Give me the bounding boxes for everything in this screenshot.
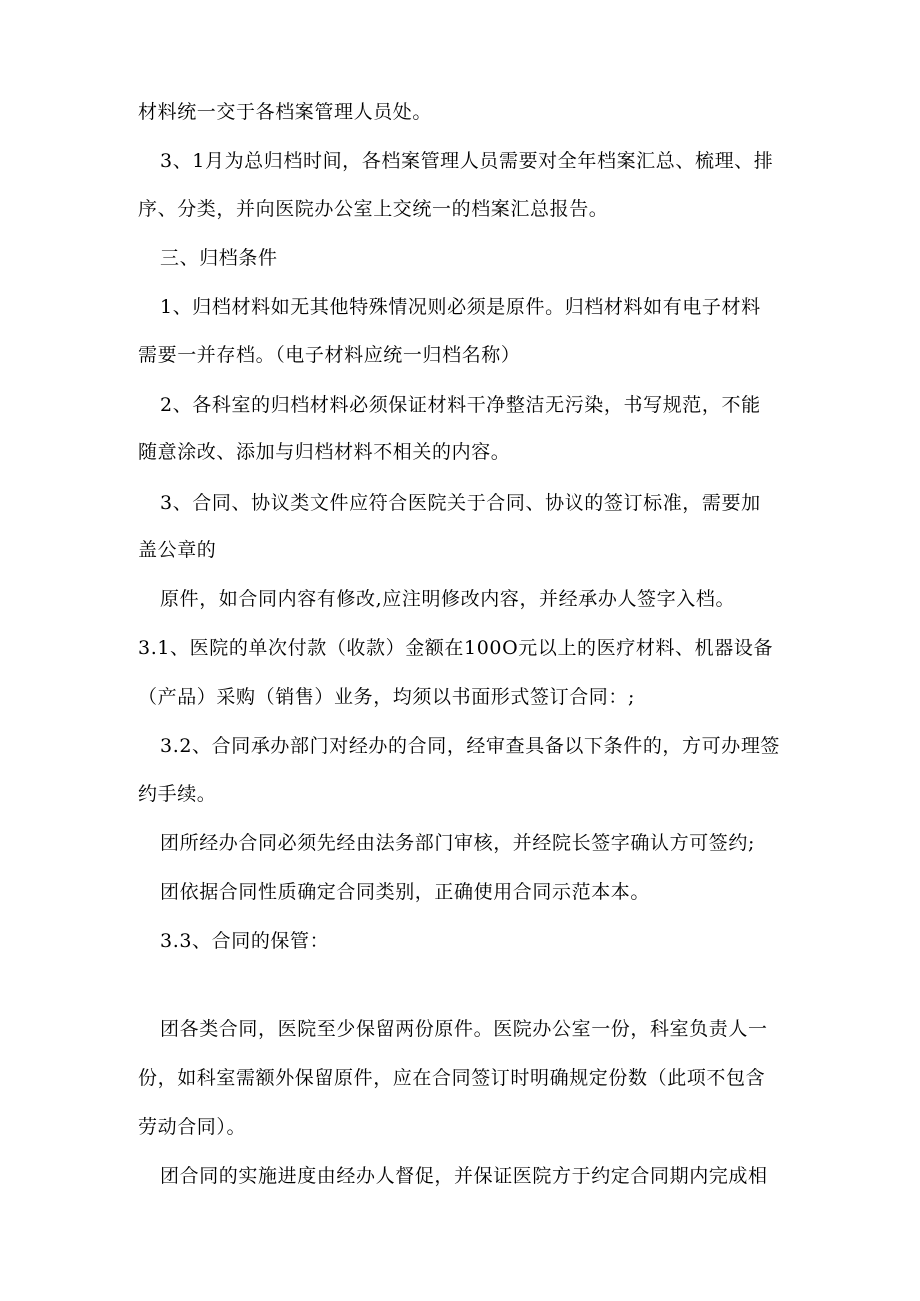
text-line: 3.3、合同的保管： [160,930,330,952]
text-line: 份，如科室需额外保留原件，应在合同签订时明确规定份数（此项不包含 [138,1067,766,1089]
text-line: 1、归档材料如无其他特殊情况则必须是原件。归档材料如有电子材料 [160,296,761,318]
text-line: 盖公章的 [138,539,217,561]
text-line: 团各类合同，医院至少保留两份原件。医院办公室一份，科室负责人一 [160,1018,768,1040]
text-line: （产品）采购（销售）业务，均须以书面形式签订合同：; [138,686,636,708]
text-line: 团所经办合同必须先经由法务部门审核，并经院长签字确认方可签约; [160,832,756,854]
text-line: 劳动合同）。 [138,1116,247,1138]
text-line: 材料统一交于各档案管理人员处。 [138,101,433,123]
text-line: 序、分类，并向医院办公室上交统一的档案汇总报告。 [138,198,609,220]
text-line: 3.1、医院的单次付款（收款）金额在100O元以上的医疗材料、机器设备 [138,637,774,659]
text-line: 团合同的实施进度由经办人督促，并保证医院方于约定合同期内完成相 [160,1165,768,1187]
text-line: 随意涂改、添加与归档材料不相关的内容。 [138,441,511,463]
text-line: 约手续。 [138,783,217,805]
text-line: 原件，如合同内容有修改,应注明修改内容，并经承办人签字入档。 [160,588,736,610]
text-line: 团依据合同性质确定合同类别，正确使用合同示范本本。 [160,881,651,903]
section-heading: 三、归档条件 [160,247,278,269]
text-line: 3.2、合同承办部门对经办的合同，经审查具备以下条件的，方可办理签 [160,735,781,757]
text-line: 需要一并存档。（电子材料应统一归档名称） [138,344,521,366]
text-line: 3、1月为总归档时间，各档案管理人员需要对全年档案汇总、梳理、排 [160,150,774,172]
text-line: 3、合同、协议类文件应符合医院关于合同、协议的签订标准，需要加 [160,492,761,514]
text-line: 2、各科室的归档材料必须保证材料干净整洁无污染，书写规范，不能 [160,394,761,416]
